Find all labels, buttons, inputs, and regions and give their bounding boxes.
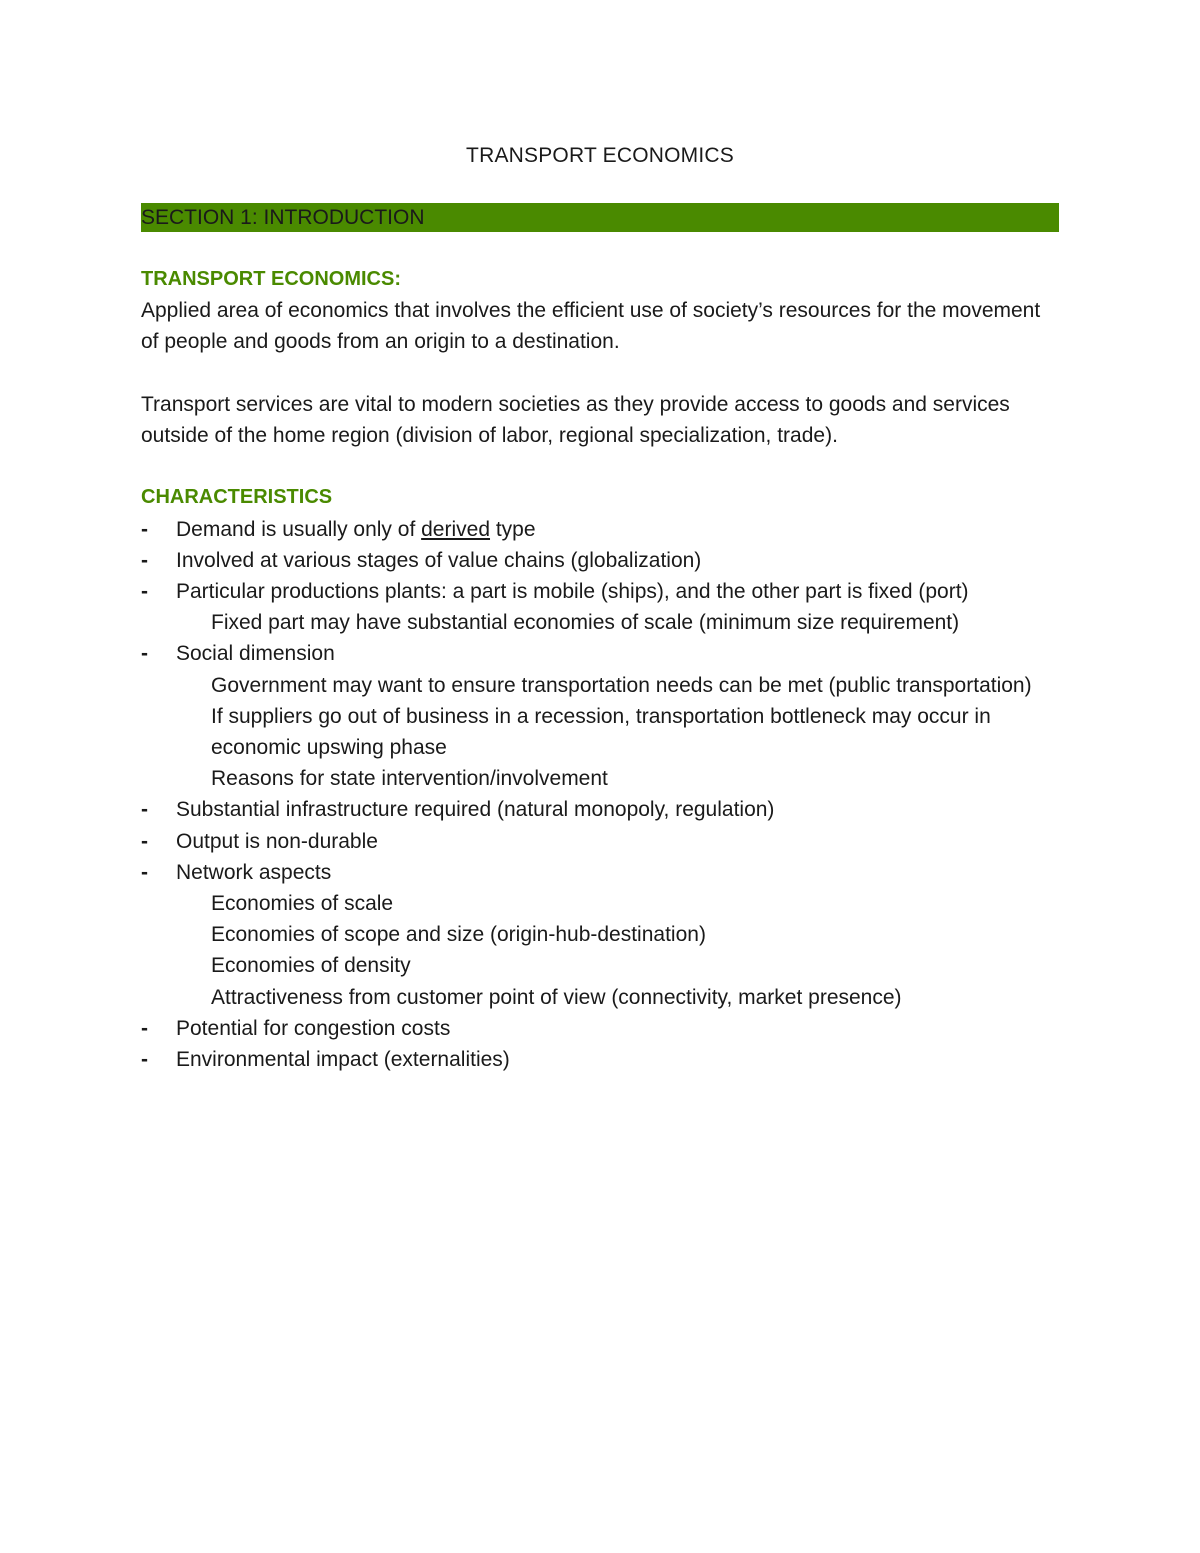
paragraph-spacer [141, 358, 1059, 389]
list-item [141, 826, 1059, 857]
bullet-dash: - [141, 829, 148, 853]
item-text: Output is non-durable [176, 829, 378, 853]
item-text: Demand is usually only of [176, 517, 422, 541]
list-item [141, 514, 1059, 545]
bullet-dash: - [141, 1048, 148, 1072]
item-text: Social dimension [176, 642, 335, 666]
list-item [141, 857, 1059, 888]
section-heading-bar: SECTION 1: INTRODUCTION [141, 203, 1059, 232]
vital-paragraph: Transport services are vital to modern societies as they provide access to goods and services outside of the home region (division of labor, regional specialization, trade). [141, 392, 1010, 447]
bullet-dash: - [141, 1016, 148, 1040]
list-item [141, 1013, 1059, 1044]
sub-item: Economies of scale [211, 892, 394, 916]
bullet-dash: - [141, 798, 148, 822]
list-item [141, 638, 1059, 669]
list-item [141, 794, 1059, 825]
sub-item: Economies of scope and size (origin-hub-destination) [211, 923, 706, 947]
paragraph-spacer [141, 451, 1059, 482]
document-body [141, 264, 1059, 1075]
sub-item: Fixed part may have substantial economies of scale (minimum size requirement) [211, 611, 960, 635]
item-text: type [490, 517, 536, 541]
underlined-term: derived [421, 517, 491, 541]
bullet-dash: - [141, 548, 148, 572]
sub-item: Government may want to ensure transportation needs can be met (public transportation) [211, 673, 1032, 697]
definition-heading: TRANSPORT ECONOMICS: [141, 268, 401, 290]
sub-item: Reasons for state intervention/involvement [211, 767, 608, 791]
characteristics-list [141, 514, 1059, 1076]
characteristics-heading: CHARACTERISTICS [141, 486, 333, 509]
item-text: Particular productions plants: a part is mobile (ships), and the other part is fixed (port) [176, 580, 969, 603]
bullet-dash: - [141, 860, 148, 884]
list-item [141, 545, 1059, 576]
item-text: Potential for congestion costs [176, 1016, 451, 1040]
sub-item: Attractiveness from customer point of view (connectivity, market presence) [211, 985, 902, 1009]
document-title: TRANSPORT ECONOMICS [466, 144, 734, 167]
item-text: Network aspects [176, 860, 332, 884]
sub-item: Economies of density [211, 954, 411, 978]
item-text: Involved at various stages of value chains (globalization) [176, 548, 702, 572]
bullet-dash: - [141, 580, 148, 603]
list-item [141, 1044, 1059, 1075]
definition-paragraph: Applied area of economics that involves the efficient use of society’s resources for the movement of people and goods from an origin to a destination. [141, 299, 1041, 354]
item-text: Environmental impact (externalities) [176, 1048, 510, 1072]
list-item [141, 576, 1059, 607]
bullet-dash: - [141, 517, 148, 541]
item-text: Substantial infrastructure required (natural monopoly, regulation) [176, 798, 775, 822]
bullet-dash: - [141, 642, 148, 666]
sub-item: If suppliers go out of business in a recession, transportation bottleneck may occur in economic upswing phase [211, 704, 991, 760]
